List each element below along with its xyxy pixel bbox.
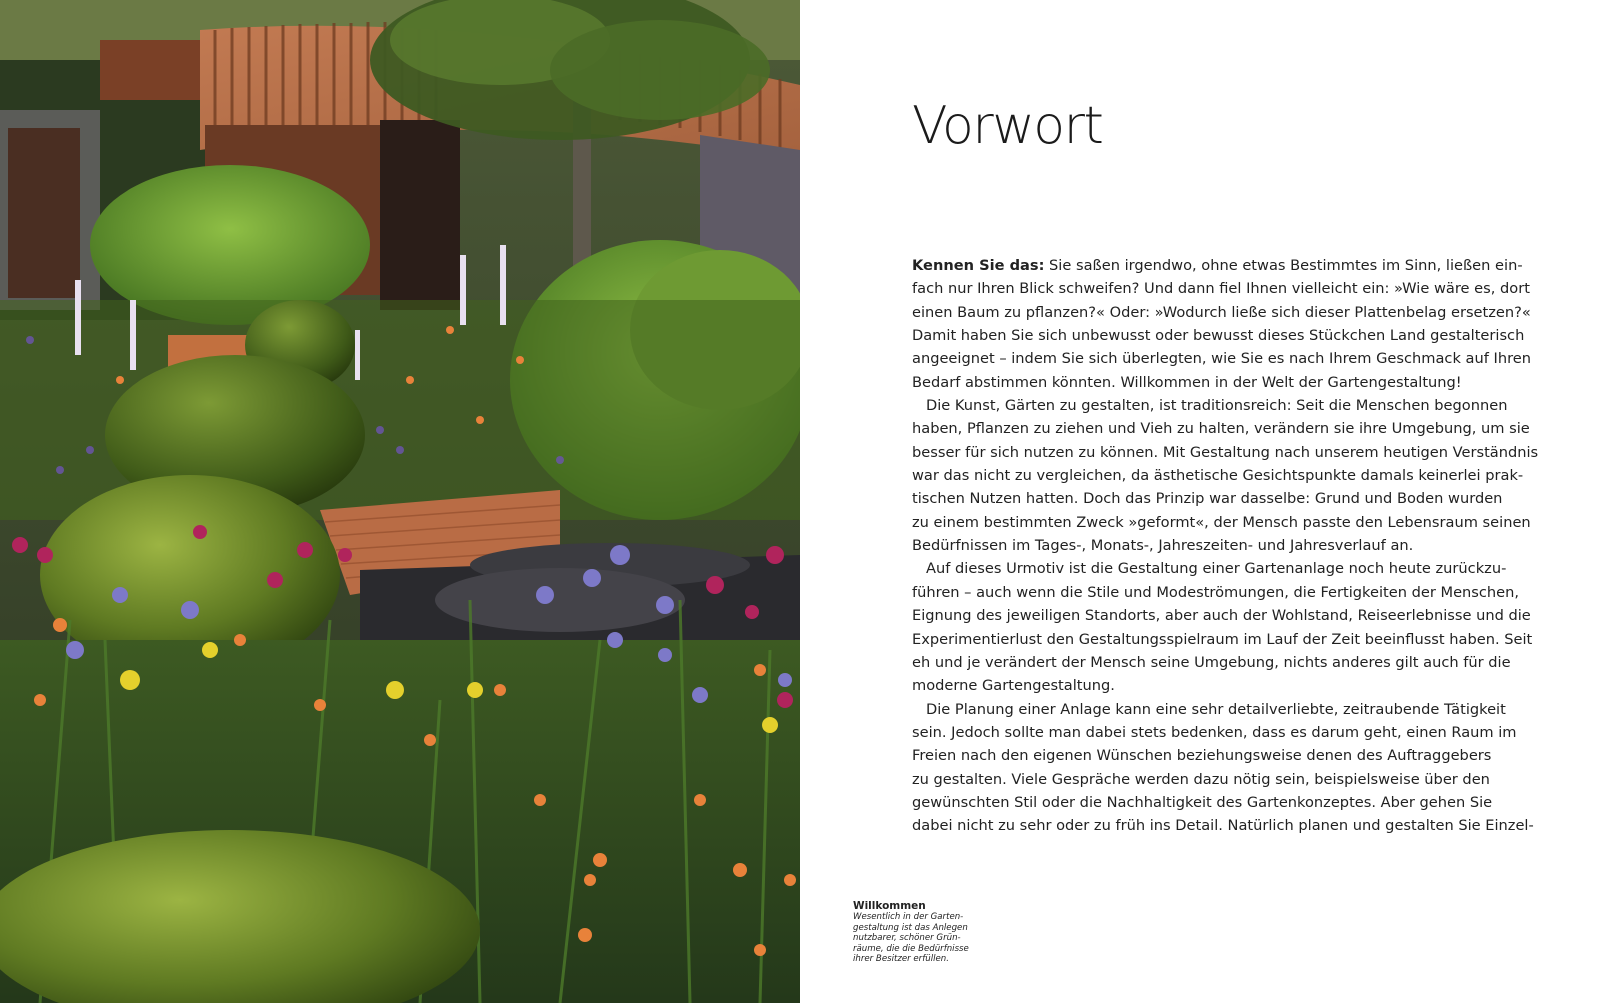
text-line: Eignung des jeweiligen Standorts, aber auch der Wohlstand, Reiseerlebnisse und die [912,607,1531,625]
text-line: zu gestalten. Viele Gespräche werden dazu nötig sein, beispielsweise über den [912,770,1490,788]
page-title: Vorwort [912,96,1103,156]
caption-line: räume, die die Bedürfnisse [853,943,969,954]
text-line: Damit haben Sie sich unbewusst oder bewusst dieses Stückchen Land gestalterisch [912,327,1525,345]
text-line: zu einem bestimmten Zweck »geformt«, der Mensch passte den Lebensraum seinen [912,513,1531,531]
photo-caption [853,900,973,965]
caption-line: nutzbarer, schöner Grün- [853,933,961,944]
text-line: moderne Gartengestaltung. [912,677,1115,695]
text-line: eh und je verändert der Mensch seine Umgebung, nichts anderes gilt auch für die [912,653,1511,671]
text-line: einen Baum zu pflanzen?« Oder: »Wodurch ließe sich dieser Plattenbelag ersetzen?« [912,303,1531,321]
text-line: fach nur Ihren Blick schweifen? Und dann fiel Ihnen vielleicht ein: »Wie wäre es, dort [912,280,1530,298]
text-line [912,254,1523,277]
caption-title: Willkommen [853,900,926,912]
text-line: Auf dieses Urmotiv ist die Gestaltung einer Gartenanlage noch heute zurückzu- [926,560,1507,578]
text-line: Freien nach den eigenen Wünschen beziehungsweise denen des Auftraggebers [912,747,1492,765]
caption-line: gestaltung ist das Anlegen [853,922,968,933]
text-line: tischen Nutzen hatten. Doch das Prinzip war dasselbe: Grund und Boden wurden [912,490,1503,508]
caption-line: Wesentlich in der Garten- [853,912,964,922]
text-line: haben, Pflanzen zu ziehen und Vieh zu halten, verändern sie ihre Umgebung, um sie [912,420,1530,438]
text-line: sein. Jedoch sollte man dabei stets bedenken, dass es darum geht, einen Raum im [912,723,1517,741]
text-line: gewünschten Stil oder die Nachhaltigkeit des Gartenkonzeptes. Aber gehen Sie [912,793,1493,811]
text-line: Bedürfnissen im Tages-, Monats-, Jahreszeiten- und Jahresverlauf an. [912,537,1414,555]
lead-phrase: Kennen Sie das: [912,257,1045,274]
text-line: Bedarf abstimmen könnten. Willkommen in der Welt der Gartengestaltung! [912,373,1462,391]
text-line-content: Sie saßen irgendwo, ohne etwas Bestimmtes im Sinn, ließen ein- [1044,257,1523,274]
text-line: war das nicht zu vergleichen, da ästhetische Gesichtspunkte damals keinerlei prak- [912,467,1524,485]
text-line: besser für sich nutzen zu können. Mit Gestaltung nach unserem heutigen Verständnis [912,443,1539,461]
text-line: angeeignet – indem Sie sich überlegten, wie Sie es nach Ihrem Geschmack auf Ihren [912,350,1531,368]
caption-line: ihrer Besitzer erfüllen. [853,954,949,965]
text-line: Die Kunst, Gärten zu gestalten, ist traditionsreich: Seit die Menschen begonnen [926,397,1508,415]
text-line: Die Planung einer Anlage kann eine sehr detailverliebte, zeitraubende Tätigkeit [926,700,1506,718]
text-line: dabei nicht zu sehr oder zu früh ins Detail. Natürlich planen und gestalten Sie Einzel- [912,817,1534,835]
text-line: führen – auch wenn die Stile und Modeströmungen, die Fertigkeiten der Menschen, [912,583,1520,601]
text-line: Experimentierlust den Gestaltungsspielraum im Lauf der Zeit beeinflusst haben. Seit [912,630,1533,648]
body-text [912,254,1539,838]
